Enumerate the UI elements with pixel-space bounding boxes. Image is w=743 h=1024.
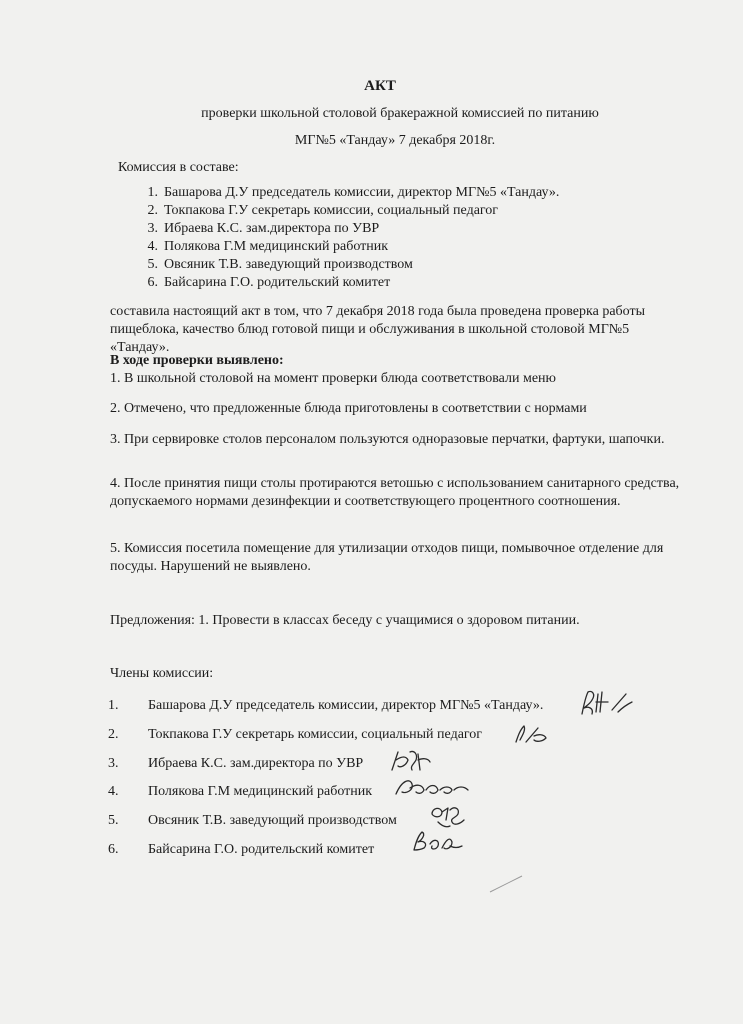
signature-tokpakova — [512, 722, 552, 748]
intro-paragraph: составила настоящий акт в том, что 7 декабря 2018 года была проведена проверка работы пищеблока, качество блюд готовой пищи и обслуживания в школьной столовой МГ№5 «Тандау». — [110, 304, 646, 355]
document-subtitle-line1: проверки школьной столовой бракеражной комиссией по питанию — [201, 106, 599, 121]
finding-2: 2. Отмечено, что предложенные блюда приготовлены в соответствии с нормами — [110, 401, 587, 416]
list-item: 4. Полякова Г.М медицинский работник — [147, 239, 389, 254]
signature-bashorova — [578, 686, 638, 720]
proposals: Предложения: 1. Провести в классах беседу с учащимися о здоровом питании. — [110, 613, 580, 628]
member-row: 3. Ибраева К.С. зам.директора по УВР — [108, 756, 364, 771]
list-item: 6. Байсарина Г.О. родительский комитет — [147, 275, 391, 290]
finding-4: 4. После принятия пищи столы протираются ветошью с использованием санитарного средства, допускаемого нормами дезинфекции и соответствующего процентного соотношения. — [110, 476, 680, 509]
pen-stroke-mark — [488, 872, 528, 894]
list-item: 2. Токпакова Г.У секретарь комиссии, социальный педагог — [147, 203, 499, 218]
members-label: Члены комиссии: — [110, 666, 214, 681]
finding-1: 1. В школьной столовой на момент проверки блюда соответствовали меню — [110, 371, 556, 386]
member-row: 4. Полякова Г.М медицинский работник — [108, 784, 373, 799]
signature-polyakova — [392, 774, 472, 800]
commission-label: Комиссия в составе: — [118, 160, 239, 175]
signature-ibraeva — [388, 746, 434, 776]
finding-3: 3. При сервировке столов персоналом пользуются одноразовые перчатки, фартуки, шапочки. — [110, 432, 665, 447]
member-row: 2. Токпакова Г.У секретарь комиссии, социальный педагог — [108, 727, 483, 742]
document-subtitle-line2: МГ№5 «Тандау» 7 декабря 2018г. — [294, 133, 496, 148]
list-item: 5. Овсяник Т.В. заведующий производством — [147, 257, 413, 272]
member-row: 6. Байсарина Г.О. родительский комитет — [108, 842, 375, 857]
finding-5: 5. Комиссия посетила помещение для утилизации отходов пищи, помывочное отделение для посуды. Нарушений не выявлено. — [110, 541, 664, 574]
commission-composition-list — [128, 184, 559, 292]
signature-baysarina — [408, 828, 466, 856]
document-title: АКТ — [364, 78, 396, 94]
list-item: 1. Башарова Д.У председатель комиссии, директор МГ№5 «Тандау». — [147, 185, 560, 200]
list-item: 3. Ибраева К.С. зам.директора по УВР — [147, 221, 380, 236]
findings-heading: В ходе проверки выявлено: — [110, 353, 284, 368]
member-row: 1. Башарова Д.У председатель комиссии, директор МГ№5 «Тандау». — [108, 698, 544, 713]
member-row: 5. Овсяник Т.В. заведующий производством — [108, 813, 397, 828]
